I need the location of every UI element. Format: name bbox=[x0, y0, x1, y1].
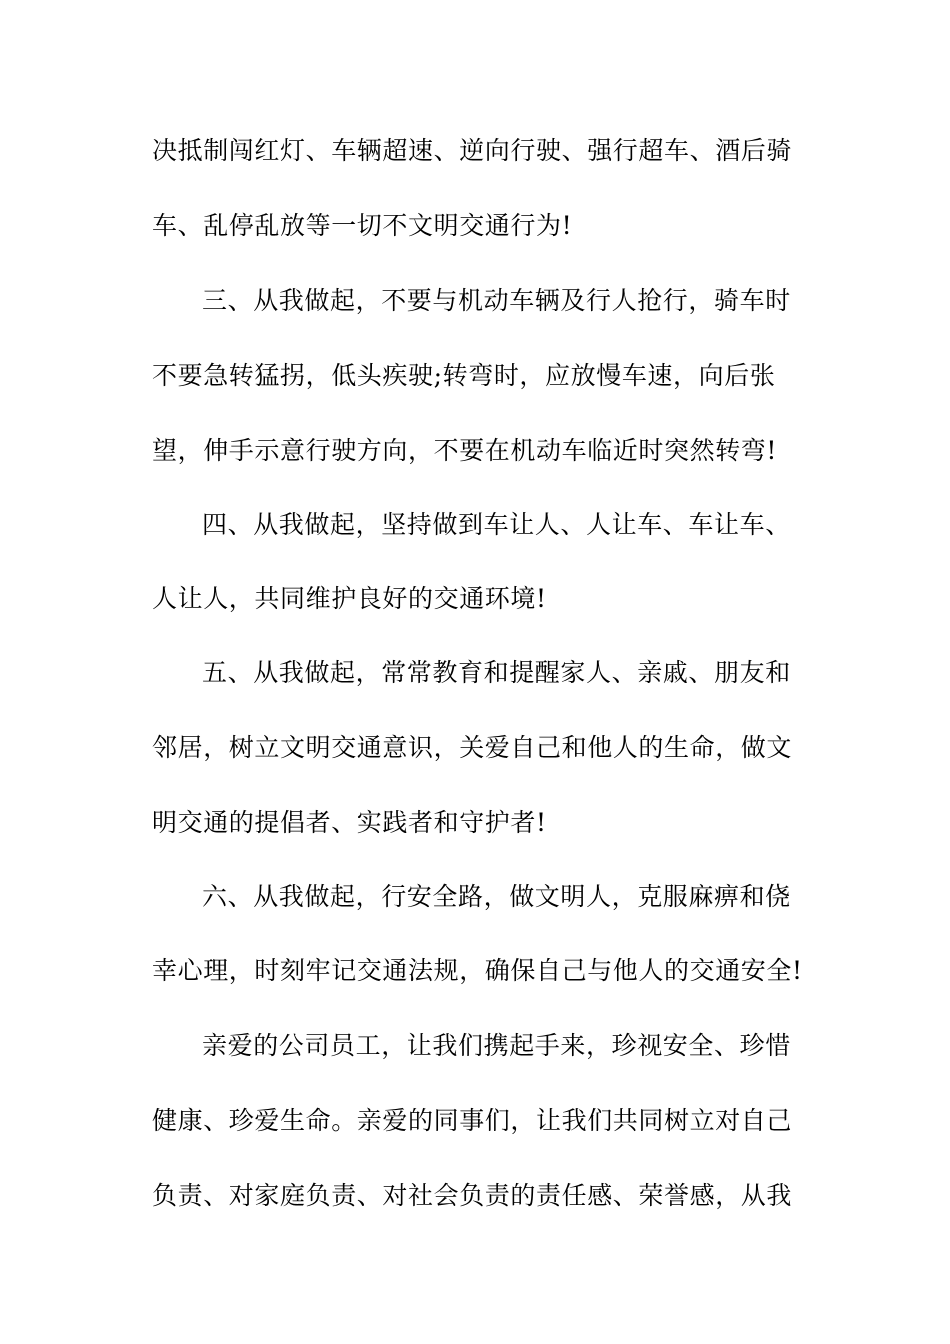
text-line-15: 负责、对家庭负责、对社会负责的责任感、荣誉感，从我 bbox=[152, 1181, 793, 1210]
text-line-7: 人让人，共同维护良好的交通环境! bbox=[152, 584, 547, 613]
text-line-2: 车、乱停乱放等一切不文明交通行为! bbox=[152, 211, 573, 240]
text-line-1: 决抵制闯红灯、车辆超速、逆向行驶、强行超车、酒后骑 bbox=[152, 136, 793, 165]
text-line-10: 明交通的提倡者、实践者和守护者! bbox=[152, 808, 547, 837]
text-line-13: 亲爱的公司员工，让我们携起手来，珍视安全、珍惜 bbox=[202, 1031, 791, 1060]
text-line-6: 四、从我做起，坚持做到车让人、人让车、车让车、 bbox=[202, 510, 791, 539]
text-line-11: 六、从我做起，行安全路，做文明人，克服麻痹和侥 bbox=[202, 882, 791, 911]
text-line-5: 望，伸手示意行驶方向，不要在机动车临近时突然转弯! bbox=[152, 436, 778, 465]
text-line-12: 幸心理，时刻牢记交通法规，确保自己与他人的交通安全! bbox=[152, 956, 803, 985]
text-line-4: 不要急转猛拐，低头疾驶;转弯时，应放慢车速，向后张 bbox=[152, 361, 776, 390]
text-line-9: 邻居，树立文明交通意识，关爱自己和他人的生命，做文 bbox=[152, 733, 793, 762]
text-line-8: 五、从我做起，常常教育和提醒家人、亲戚、朋友和 bbox=[202, 658, 791, 687]
text-line-14: 健康、珍爱生命。亲爱的同事们，让我们共同树立对自己 bbox=[152, 1106, 793, 1135]
text-line-3: 三、从我做起，不要与机动车辆及行人抢行，骑车时 bbox=[202, 286, 791, 315]
